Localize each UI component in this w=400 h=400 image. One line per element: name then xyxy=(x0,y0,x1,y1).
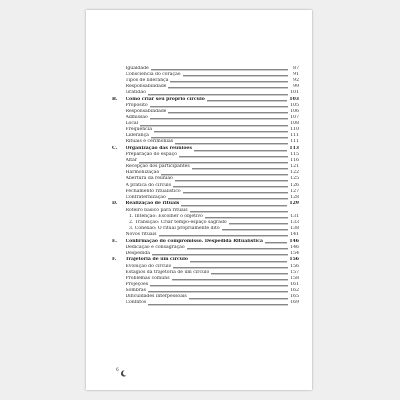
dot-leader xyxy=(152,255,288,256)
entry-title: 3. Conexão: O ritual propriamente dito xyxy=(129,225,220,231)
entry-page-number: 133 xyxy=(290,219,299,225)
dot-leader xyxy=(175,143,288,144)
entry-page-number: 154 xyxy=(290,250,299,256)
entry-page-number: 106 xyxy=(290,108,299,114)
entry-page-number: 101 xyxy=(290,89,299,95)
dot-leader xyxy=(190,261,287,262)
entry-title: Despedida xyxy=(125,250,151,256)
dot-leader xyxy=(229,224,288,225)
toc-entry xyxy=(112,139,299,145)
entry-title: Igualdade xyxy=(125,65,149,71)
dot-leader xyxy=(189,298,288,299)
entry-page-number: 157 xyxy=(290,269,299,275)
entry-title: Fechamento ritualístico xyxy=(125,188,181,194)
entry-page-number: 110 xyxy=(290,127,299,133)
entry-page-number: 161 xyxy=(290,281,299,287)
dot-leader xyxy=(172,280,288,281)
dot-leader xyxy=(183,76,288,77)
dot-leader xyxy=(150,119,288,120)
entry-page-number: 108 xyxy=(290,121,299,127)
entry-page-number: 165 xyxy=(290,294,299,300)
entry-title: Realização de rituais xyxy=(125,201,180,207)
entry-title: Preparação do espaço xyxy=(125,152,177,158)
entry-title: Roteiro básico para rituais xyxy=(125,207,188,213)
book-page xyxy=(86,10,312,390)
entry-title: Altar xyxy=(125,158,138,164)
entry-title: 2. Transição: Criar tempo-espaço sagrado xyxy=(129,219,227,225)
toc-entry xyxy=(112,90,299,96)
entry-page-number: 131 xyxy=(290,213,299,219)
entry-page-number: 116 xyxy=(290,158,299,164)
entry-page-number: 111 xyxy=(290,139,299,145)
entry-title: Projeções xyxy=(125,281,149,287)
dot-leader xyxy=(168,88,288,89)
entry-title: Como criar seu próprio círculo xyxy=(125,96,205,102)
entry-page-number: 105 xyxy=(290,102,299,108)
dot-leader xyxy=(140,125,288,126)
dot-leader xyxy=(173,267,288,268)
entry-title: Local xyxy=(125,121,139,127)
entry-page-number: 162 xyxy=(290,287,299,293)
entry-title: Trajetória de um círculo xyxy=(125,257,188,263)
table-of-contents xyxy=(112,66,299,307)
entry-title: Novos rituais xyxy=(125,231,157,237)
toc-entry xyxy=(112,251,299,257)
entry-page-number: 146 xyxy=(289,238,299,244)
entry-page-number: 158 xyxy=(290,275,299,281)
dot-leader xyxy=(187,249,288,250)
dot-leader xyxy=(139,162,288,163)
dot-leader xyxy=(168,199,288,200)
entry-page-number: 156 xyxy=(290,263,299,269)
entry-title: Dedicação e consagração xyxy=(125,244,185,250)
dot-leader xyxy=(205,217,288,218)
entry-page-number: 111 xyxy=(290,133,299,139)
entry-title: Responsabilidade xyxy=(125,83,167,89)
entry-page-number: 121 xyxy=(290,164,299,170)
entry-page-number: 107 xyxy=(290,114,299,120)
toc-entry xyxy=(112,232,299,238)
dot-leader xyxy=(148,94,288,95)
dot-leader xyxy=(148,304,288,305)
entry-title: Harmonização xyxy=(125,170,160,176)
entry-page-number: 146 xyxy=(290,244,299,250)
dot-leader xyxy=(175,180,288,181)
entry-title: Organização das reuniões xyxy=(125,146,192,151)
entry-title: Propósito xyxy=(125,102,148,108)
entry-page-number: 126 xyxy=(290,182,299,188)
entry-page-number: 125 xyxy=(290,176,299,182)
entry-title: Responsabilidade xyxy=(125,108,167,114)
entry-page-number: 99 xyxy=(293,83,299,89)
entry-page-number: 87 xyxy=(293,65,299,71)
dot-leader xyxy=(222,230,288,231)
entry-title: A prática do círculo xyxy=(125,182,172,188)
dot-leader xyxy=(183,193,288,194)
entry-page-number: 103 xyxy=(289,96,299,102)
section-letter: E. xyxy=(112,238,118,244)
dot-leader xyxy=(148,292,288,293)
dot-leader xyxy=(190,211,288,212)
entry-title: Dificuldades interpessoais xyxy=(125,294,187,300)
entry-page-number: 127 xyxy=(290,188,299,194)
entry-title: Confirmação do compromisso. Despedida Ritualística xyxy=(125,238,263,244)
entry-page-number: 113 xyxy=(289,146,299,151)
entry-page-number: 141 xyxy=(290,231,299,237)
entry-title: Confraternização xyxy=(125,194,166,200)
dot-leader xyxy=(173,186,288,187)
section-letter: F. xyxy=(112,257,117,263)
entry-title: 1. Intenção: Escolher o objetivo xyxy=(129,213,203,219)
dot-leader xyxy=(151,137,288,138)
dot-leader xyxy=(168,113,288,114)
section-letter: D. xyxy=(112,201,118,207)
entry-page-number: 91 xyxy=(293,71,299,77)
entry-title: Liderança xyxy=(125,133,149,139)
toc-entry xyxy=(112,300,299,306)
entry-page-number: 92 xyxy=(293,77,299,83)
dot-leader xyxy=(192,168,288,169)
entry-page-number: 115 xyxy=(290,152,299,158)
entry-title: Admissão xyxy=(125,114,148,120)
dot-leader xyxy=(207,101,288,102)
entry-page-number: 138 xyxy=(290,225,299,231)
entry-title: Recepção dos participantes xyxy=(125,164,190,170)
entry-page-number: 156 xyxy=(289,257,299,263)
dot-leader xyxy=(194,150,287,151)
dot-leader xyxy=(161,174,288,175)
dot-leader xyxy=(154,131,288,132)
entry-page-number: 129 xyxy=(289,201,299,207)
dot-leader xyxy=(211,274,288,275)
dot-leader xyxy=(159,236,289,237)
entry-title: Consciência do coração xyxy=(125,71,181,77)
dot-leader xyxy=(150,107,288,108)
section-letter: B. xyxy=(112,96,118,102)
dot-leader xyxy=(170,82,288,83)
toc-entry xyxy=(112,195,299,201)
entry-title: Evolução do círculo xyxy=(125,263,172,269)
moon-ornament-icon xyxy=(121,370,127,377)
entry-page-number: 122 xyxy=(290,170,299,176)
entry-title: Gratidão xyxy=(125,89,146,95)
entry-title: Problemas comuns xyxy=(125,275,170,281)
entry-title: Sombras xyxy=(125,287,147,293)
dot-leader xyxy=(179,156,288,157)
entry-title: Frequência xyxy=(125,127,152,133)
entry-page-number: 128 xyxy=(290,194,299,200)
entry-title: Tipos de liderança xyxy=(125,77,169,83)
entry-title: Conflitos xyxy=(125,300,147,306)
entry-title: Estágios da trajetória de um círculo xyxy=(125,269,210,275)
dot-leader xyxy=(151,69,288,70)
page-number: 6 xyxy=(116,368,119,373)
dot-leader xyxy=(181,205,287,206)
dot-leader xyxy=(150,286,288,287)
section-letter: C. xyxy=(112,146,118,151)
entry-title: Rituais e cerimônias xyxy=(125,139,174,145)
dot-leader xyxy=(265,242,287,243)
entry-page-number: 169 xyxy=(290,300,299,306)
entry-title: Abertura da reunião xyxy=(125,176,173,182)
